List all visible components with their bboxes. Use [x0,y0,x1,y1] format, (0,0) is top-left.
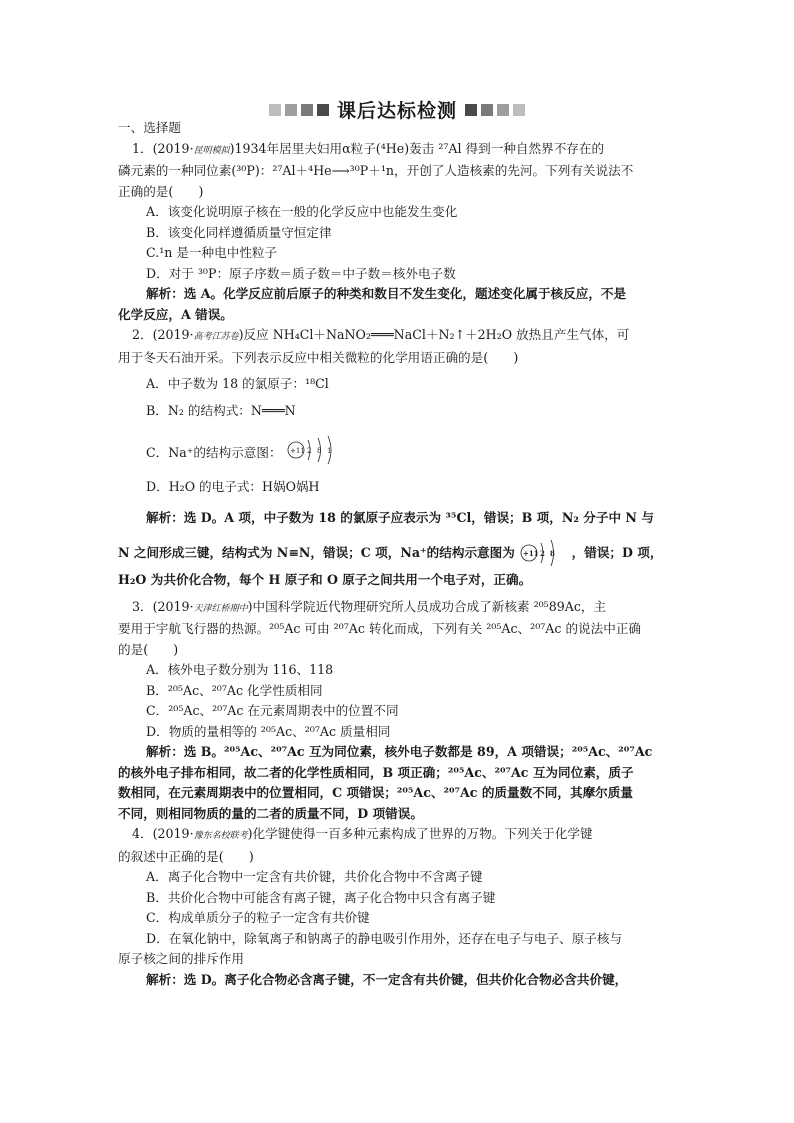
svg-text:2: 2 [306,446,312,455]
option-d: D．物质的量相等的 ²⁰⁵Ac、²⁰⁷Ac 质量相同 [146,723,391,739]
question-source: 高考江苏卷 [193,332,239,342]
question-number: 2．(2019· [132,327,194,342]
answer-analysis: 解析：选 D。A 项，中子数为 18 的氯原子应表示为 ³⁵Cl，错误；B 项，N₂ 分子中 N 与 [146,509,654,525]
option-c: C．构成单质分子的粒子一定含有共价键 [146,910,370,925]
option-a: A．离子化合物中一定含有共价键，共价化合物中不含离子键 [146,869,483,884]
svg-text:+11: +11 [289,446,305,455]
option-b: B．该变化同样遵循质量守恒定律 [146,224,332,240]
question-2 [118,325,678,591]
question-source: 昆明模拟 [193,145,230,156]
decor-square-icon [465,104,477,116]
decor-square-icon [317,104,329,116]
answer-analysis: 不同，则相同物质的量的二者的质量不同，D 项错误。 [118,805,423,821]
question-source: 豫东名校联考 [193,831,248,841]
question-text: 的是( ) [118,641,179,657]
na-ion-structure-diagram [286,436,346,472]
na-ion-answer-diagram [519,537,567,571]
question-4 [118,824,678,990]
answer-analysis: 数相同，在元素周期表中的位置相同，C 项错误；²⁰⁵Ac、²⁰⁷Ac 的质量数不同，其摩尔质量 [118,785,633,800]
question-text: 磷元素的一种同位素(³⁰P)：²⁷Al＋⁴He⟶³⁰P＋¹n，开创了人造核素的先河。下列有关说法不 [118,163,634,178]
svg-text:8: 8 [550,548,556,558]
answer-analysis: 解析：选 D。离子化合物必含离子键，不一定含有共价键，但共价化合物必含共价键， [146,971,628,987]
option-c: C.¹n 是一种电中性粒子 [146,245,278,260]
svg-text:8: 8 [316,446,322,455]
question-source: 天津红桥期中 [193,603,248,614]
option-d: D．在氧化钠中，除氧离子和钠离子的静电吸引作用外，还存在电子与电子、原子核与 [146,930,623,946]
answer-analysis: H₂O 为共价化合物，每个 H 原子和 O 原子之间共用一个电子对，正确。 [118,572,532,587]
answer-analysis: N 之间形成三键，结构式为 N≡N，错误；C 项，Na⁺的结构示意图为 [118,545,515,560]
svg-text:+11: +11 [523,548,539,558]
question-text: 正确的是( ) [118,183,204,199]
question-text: 要用于宇航飞行器的热源。²⁰⁵Ac 可由 ²⁰⁷Ac 转化而成，下列有关 ²⁰⁵Ac、²⁰⁷Ac 的说法中正确 [118,621,642,636]
answer-analysis: ，错误；D 项， [571,545,663,560]
answer-analysis: 解析：选 B。²⁰⁵Ac、²⁰⁷Ac 互为同位素，核外电子数都是 89，A 项错误；²⁰⁵Ac、²⁰⁷Ac [146,744,653,759]
question-number: 4．(2019· [132,826,194,841]
question-1 [118,139,678,326]
option-a: A．该变化说明原子核在一般的化学反应中也能发生变化 [146,204,458,219]
svg-text:2: 2 [540,548,546,558]
question-text: )化学键使得一百多种元素构成了世界的万物。下列关于化学键 [247,826,593,841]
option-c: C．Na⁺的结构示意图： [146,445,282,460]
option-b: B．共价化合物中可能含有离子键，离子化合物中只含有离子键 [146,889,496,905]
question-number: 3．(2019· [132,598,194,614]
section-heading: 一、选择题 [118,120,181,135]
option-d-continued: 原子核之间的排斥作用 [118,951,244,966]
option-d: D．对于 ³⁰P：原子序数＝质子数＝中子数＝核外电子数 [146,265,456,281]
option-b: B．N₂ 的结构式：N═══N [146,402,296,418]
decor-square-icon [285,104,297,116]
document-body [118,118,678,990]
option-a: A．核外电子数分别为 116、118 [146,662,334,677]
question-text: )1934年居里夫妇用α粒子(⁴He)轰击 ²⁷Al 得到一种自然界不存在的 [229,140,605,156]
page-title: 课后达标检测 [336,100,457,122]
question-number: 1．(2019· [132,140,194,156]
decor-square-icon [301,104,313,116]
option-d: D．H₂O 的电子式：H娲O娲H [146,479,320,494]
question-text: )反应 NH₄Cl＋NaNO₂═══NaCl＋N₂↑＋2H₂O 放热且产生气体，可 [238,327,630,342]
decor-square-icon [481,104,493,116]
answer-analysis: 解析：选 A。化学反应前后原子的种类和数目不发生变化，题述变化属于核反应，不是 [146,286,627,301]
decor-square-icon [497,104,509,116]
question-3 [118,597,678,825]
decor-square-icon [269,104,281,116]
question-text: 的叙述中正确的是( ) [118,848,254,864]
question-text: 用于冬天石油开采。下列表示反应中相关微粒的化学用语正确的是( ) [118,349,519,365]
decor-square-icon [513,104,525,116]
svg-text:1: 1 [326,446,332,455]
option-a: A．中子数为 18 的氯原子：¹⁸Cl [146,376,329,391]
answer-analysis: 的核外电子排布相同，故二者的化学性质相同，B 项正确；²⁰⁵Ac、²⁰⁷Ac 互为同位素，质子 [118,764,634,780]
answer-analysis: 化学反应，A 错误。 [118,306,233,322]
question-text: )中国科学院近代物理研究所人员成功合成了新核素 ²⁰⁵89Ac，主 [247,598,607,614]
option-c: C．²⁰⁵Ac、²⁰⁷Ac 在元素周期表中的位置不同 [146,703,399,718]
option-b: B．²⁰⁵Ac、²⁰⁷Ac 化学性质相同 [146,682,323,698]
